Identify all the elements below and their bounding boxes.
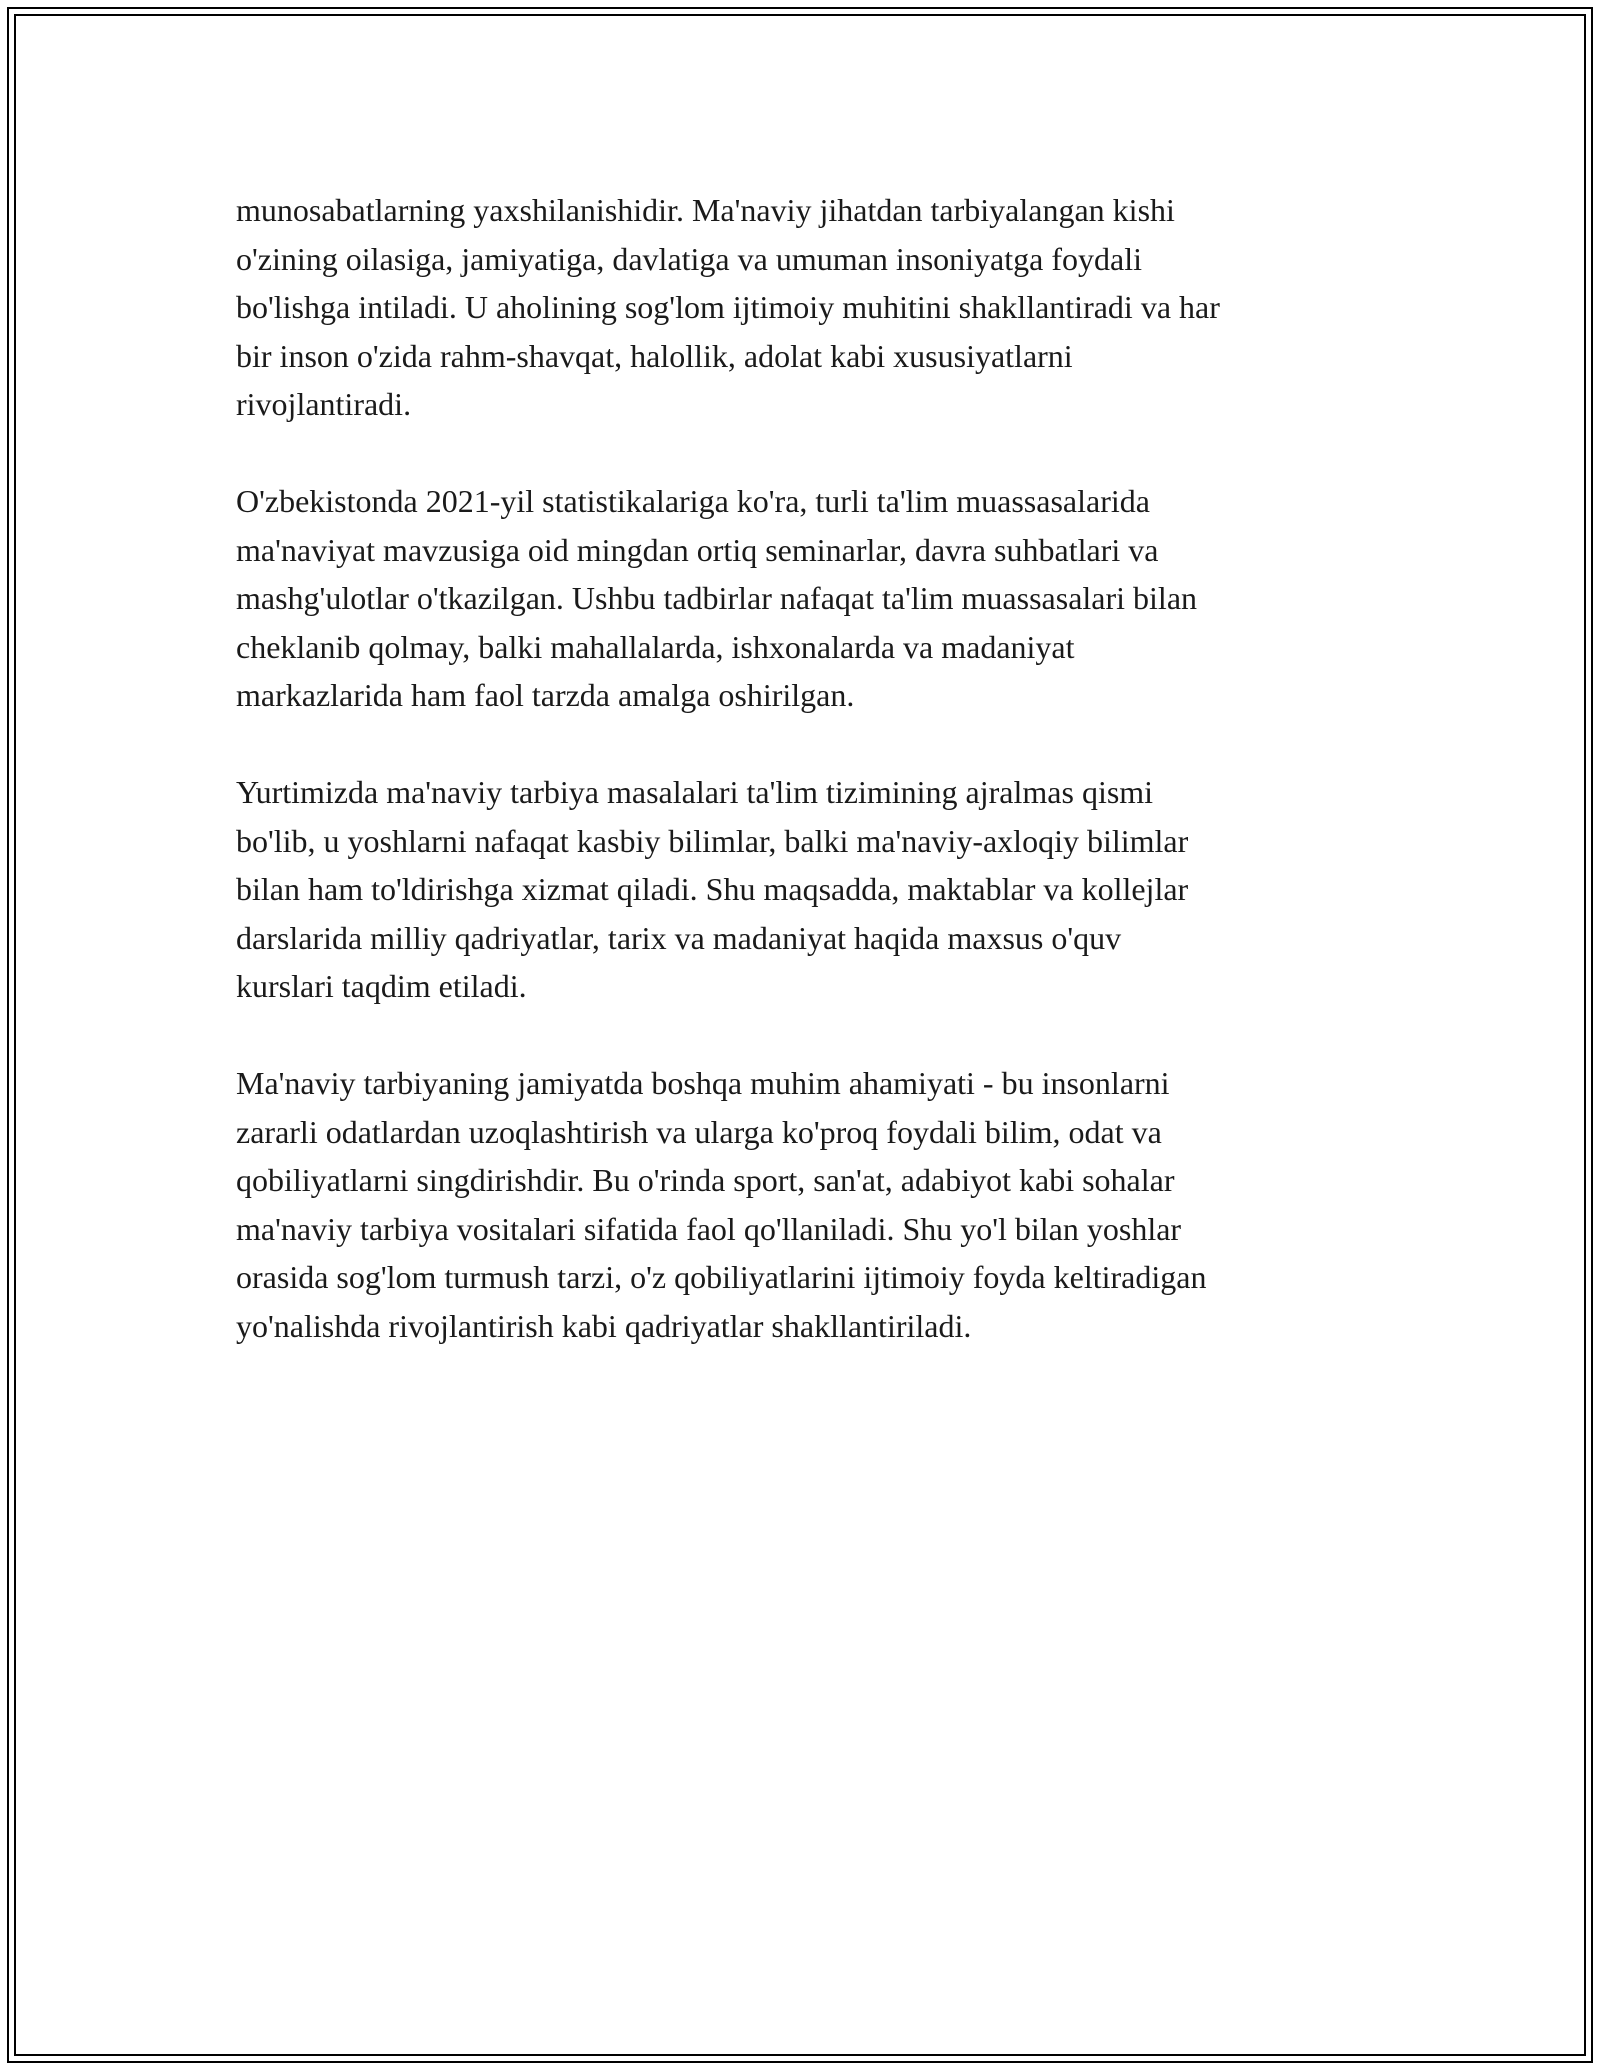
text-line: o'zining oilasiga, jamiyatiga, davlatiga va umuman insoniyatga foydali xyxy=(236,240,1142,277)
text-line: ma'naviy tarbiya vositalari sifatida faol qo'llaniladi. Shu yo'l bilan yoshlar xyxy=(236,1210,1182,1247)
text-line: zararli odatlardan uzoqlashtirish va ularga ko'proq foydali bilim, odat va xyxy=(236,1113,1162,1150)
text-line: bo'lib, u yoshlarni nafaqat kasbiy bilimlar, balki ma'naviy-axloqiy bilimlar xyxy=(236,822,1189,859)
paragraph xyxy=(236,477,1376,720)
text-line: darslarida milliy qadriyatlar, tarix va madaniyat haqida maxsus o'quv xyxy=(236,919,1122,956)
paragraph xyxy=(236,186,1376,429)
text-line: kurslari taqdim etiladi. xyxy=(236,968,527,1004)
paragraph xyxy=(236,1059,1376,1350)
text-line: bir inson o'zida rahm-shavqat, halollik, adolat kabi xususiyatlarni xyxy=(236,337,1073,374)
text-line: mashg'ulotlar o'tkazilgan. Ushbu tadbirlar nafaqat ta'lim muassasalari bilan xyxy=(236,580,1198,616)
text-line: O'zbekistonda 2021-yil statistikalariga ko'ra, turli ta'lim muassasalarida xyxy=(236,483,1150,519)
text-line: munosabatlarning yaxshilanishidir. Ma'naviy jihatdan tarbiyalangan kishi xyxy=(236,192,1175,228)
text-line: orasida sog'lom turmush tarzi, o'z qobiliyatlarini ijtimoiy foyda keltiradigan xyxy=(236,1259,1207,1295)
text-line: qobiliyatlarni singdirishdir. Bu o'rinda sport, san'at, adabiyot kabi sohalar xyxy=(236,1162,1175,1198)
text-line: yo'nalishda rivojlantirish kabi qadriyatlar shakllantiriladi. xyxy=(236,1307,972,1344)
text-line: rivojlantiradi. xyxy=(236,386,412,422)
text-line: bilan ham to'ldirishga xizmat qiladi. Shu maqsadda, maktablar va kollejlar xyxy=(236,871,1189,907)
text-line: cheklanib qolmay, balki mahallalarda, ishxonalarda va madaniyat xyxy=(236,628,1075,665)
text-line: Yurtimizda ma'naviy tarbiya masalalari ta'lim tizimining ajralmas qismi xyxy=(236,774,1154,810)
document-body xyxy=(236,186,1376,1399)
text-line: Ma'naviy tarbiyaning jamiyatda boshqa muhim ahamiyati - bu insonlarni xyxy=(236,1065,1170,1101)
text-line: markazlarida ham faol tarzda amalga oshirilgan. xyxy=(236,677,855,713)
text-line: ma'naviyat mavzusiga oid mingdan ortiq seminarlar, davra suhbatlari va xyxy=(236,531,1159,568)
text-line: bo'lishga intiladi. U aholining sog'lom ijtimoiy muhitini shakllantiradi va har xyxy=(236,289,1220,325)
paragraph xyxy=(236,768,1376,1011)
